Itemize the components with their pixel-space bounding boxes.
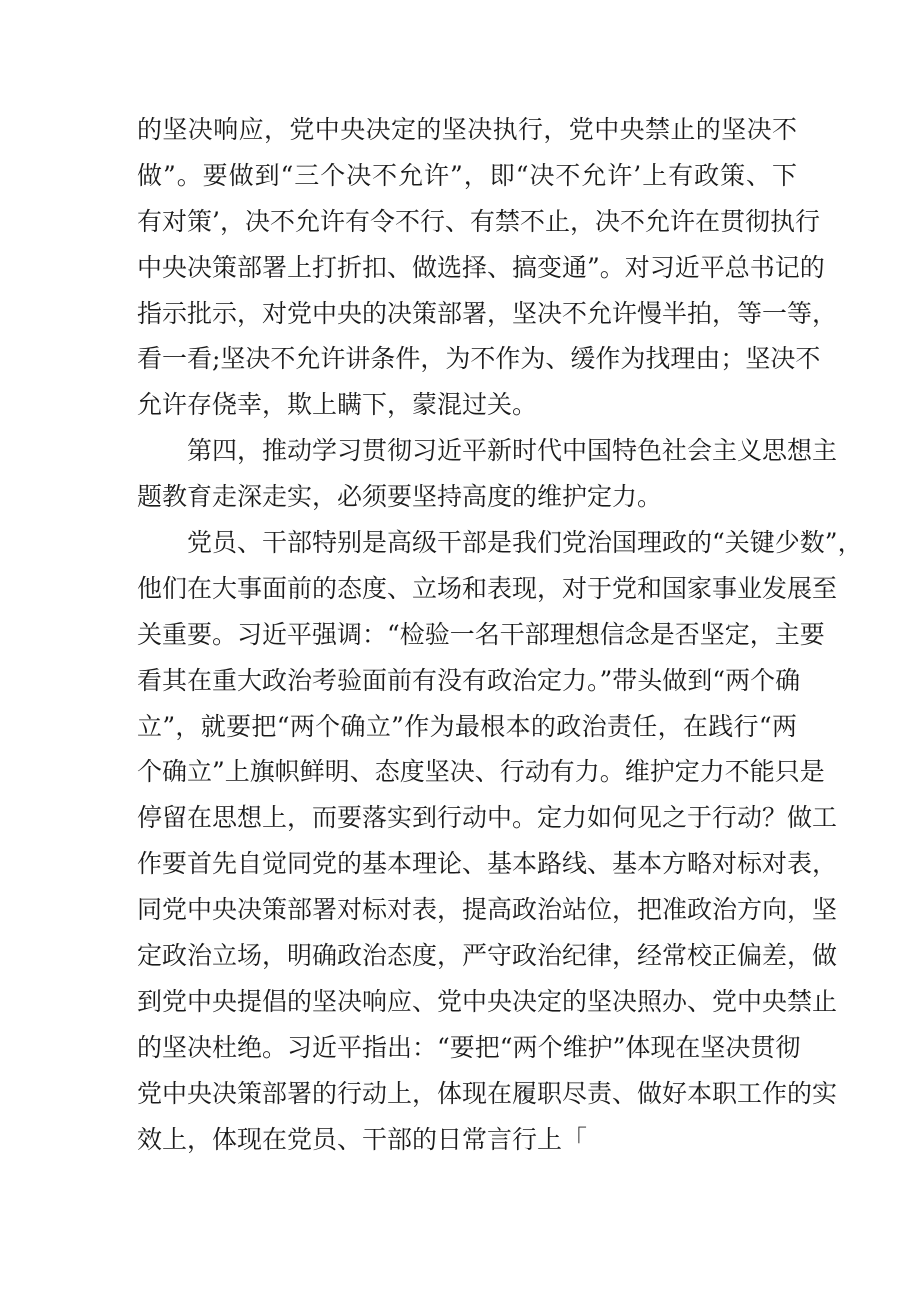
text-line: 同党中央决策部署对标对表，提高政治站位，把准政治方向，坚 — [137, 895, 838, 925]
text-line: 到党中央提倡的坚决响应、党中央决定的坚决照办、党中央禁止 — [137, 986, 838, 1016]
text-line: 有对策’，决不允许有令不行、有禁不止，决不允许在贯彻执行 — [137, 206, 820, 236]
paragraph-2 — [137, 428, 838, 520]
text-line: 题教育走深走实，必须要坚持高度的维护定力。 — [137, 482, 663, 512]
text-line: 看一看;坚决不允许讲条件，为不作为、缓作为找理由；坚决不 — [137, 344, 821, 374]
text-line: 党中央决策部署的行动上，体现在履职尽责、做好本职工作的实 — [137, 1078, 838, 1108]
text-line: 关重要。习近平强调：“检验一名干部理想信念是否坚定，主要 — [137, 619, 825, 649]
text-line: 允许存侥幸，欺上瞒下，蒙混过关。 — [137, 390, 538, 420]
text-line: 个确立”上旗帜鲜明、态度坚决、行动有力。维护定力不能只是 — [137, 757, 825, 787]
paragraph-3 — [137, 520, 863, 1162]
text-line: 指示批示，对党中央的决策部署，坚决不允许慢半拍，等一等， — [137, 298, 838, 328]
text-line: 做”。要做到“三个决不允许”，即“决不允许’上有政策、下 — [137, 160, 797, 190]
document-body — [137, 107, 863, 1162]
text-line: 看其在重大政治考验面前有没有政治定力。”带头做到“两个确 — [137, 665, 801, 695]
text-line: 他们在大事面前的态度、立场和表现，对于党和国家事业发展至 — [137, 573, 838, 603]
text-line: 停留在思想上，而要落实到行动中。定力如何见之于行动？做工 — [137, 803, 838, 833]
text-line: 的坚决响应，党中央决定的坚决执行，党中央禁止的坚决不 — [137, 115, 797, 144]
text-line: 作要首先自觉同党的基本理论、基本路线、基本方略对标对表， — [137, 849, 838, 879]
text-line: 的坚决杜绝。习近平指出：“要把“两个维护”体现在坚决贯彻 — [137, 1032, 801, 1062]
text-line: 效上，体现在党员、干部的日常言行上「 — [137, 1124, 588, 1154]
text-line: 第四，推动学习贯彻习近平新时代中国特色社会主义思想主 — [187, 436, 838, 466]
text-line: 立”，就要把“两个确立”作为最根本的政治责任，在践行“两 — [137, 711, 797, 741]
text-line: 中央决策部署上打折扣、做选择、搞变通”。对习近平总书记的 — [137, 252, 825, 282]
text-line: 党员、干部特别是高级干部是我们党治国理政的“关键少数”， — [187, 528, 863, 558]
text-line: 定政治立场，明确政治态度，严守政治纪律，经常校正偏差，做 — [137, 941, 838, 971]
paragraph-1 — [137, 107, 838, 428]
